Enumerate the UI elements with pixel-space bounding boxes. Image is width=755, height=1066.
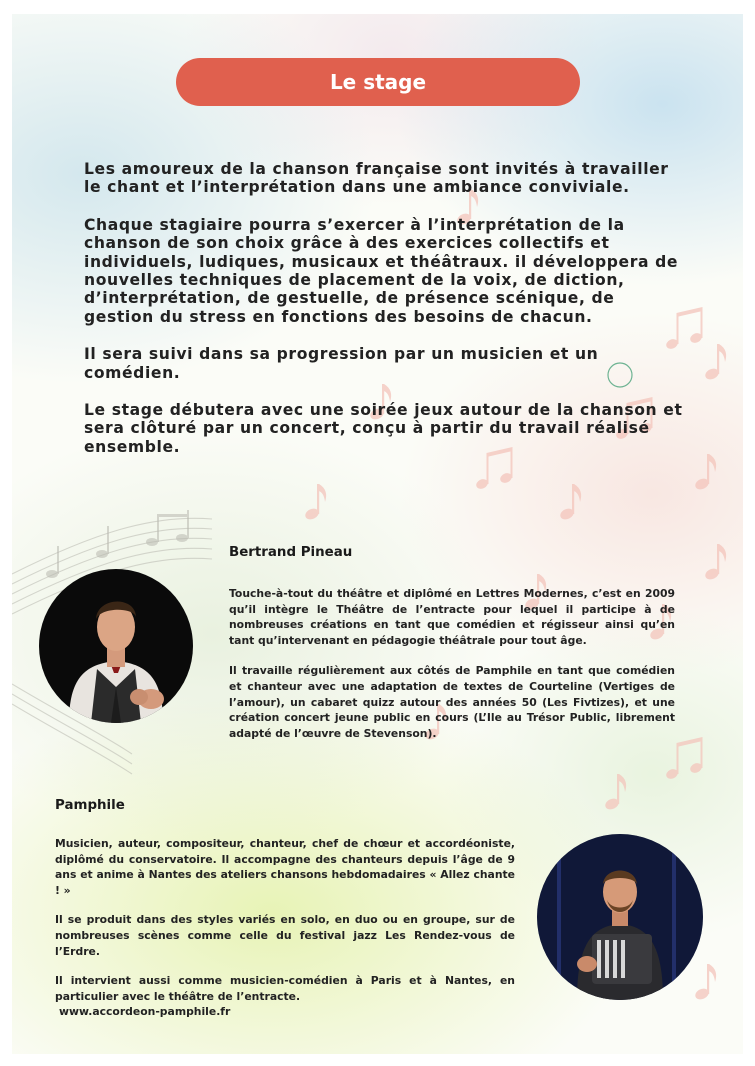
section-title-pill <box>176 58 580 106</box>
pamphile-portrait <box>537 834 703 1000</box>
intro-paragraph: Les amoureux de la chanson française sont invités à travailler le chant et l’interprétation dans une ambiance conviviale. <box>84 160 669 197</box>
section-title: Le stage <box>329 70 427 94</box>
bertrand-portrait <box>39 569 193 723</box>
bio-paragraph: Il travaille régulièrement aux côtés de Pamphile en tant que comédien et chanteur avec une adaptation de textes de Courteline (Vertiges de l’amour), un cabaret quizz autour des années 50 (Les Fivtizes), et une création concert jeune public en cours (L’Ile au Trésor Public, librement adapté de l’œuvre de Stevenson). <box>229 664 675 740</box>
website-link[interactable]: www.accordeon-pamphile.fr <box>59 1005 231 1019</box>
intro-paragraph: Le stage débutera avec une soirée jeux autour de la chanson et sera clôturé par un concert, conçu à partir du travail réalisé ensemble. <box>84 401 683 456</box>
pamphile-bio <box>55 836 515 1020</box>
pamphile-name: Pamphile <box>55 798 125 813</box>
bio-paragraph: Musicien, auteur, compositeur, chanteur, chef de chœur et accordéoniste, diplômé du conservatoire. Il accompagne des chanteurs depuis l’âge de 9 ans et anime à Nantes des ateliers chansons hebdomadaires « Allez chante ! » <box>55 837 515 897</box>
bertrand-name: Bertrand Pineau <box>229 545 353 560</box>
bertrand-bio <box>229 586 675 756</box>
intro-text <box>84 160 684 475</box>
bio-paragraph: Touche-à-tout du théâtre et diplômé en Lettres Modernes, c’est en 2009 qu’il intègre le Théâtre de l’entracte pour lequel il participe à de nombreuses créations en tant que comédien et régisseur ainsi qu’en tant qu’intervenant en pédagogie théâtrale pour tout âge. <box>229 587 675 647</box>
closing-text: Il intervient aussi comme musicien-comédien à Paris et à Nantes, en particulier avec le théâtre de l’entracte. <box>55 974 515 1003</box>
bio-paragraph <box>55 973 515 1020</box>
bio-paragraph: Il se produit dans des styles variés en solo, en duo ou en groupe, sur de nombreuses scènes comme celle du festival jazz Les Rendez-vous de l’Erdre. <box>55 913 515 958</box>
intro-paragraph: Chaque stagiaire pourra s’exercer à l’interprétation de la chanson de son choix grâce à des exercices collectifs et individuels, ludiques, musicaux et théâtraux. il développera de nouvelles techniques de placement de la voix, de diction, d’interprétation, de gestuelle, de présence scénique, de gestion du stress en fonctions des besoins de chacun. <box>84 215 679 326</box>
intro-paragraph: Il sera suivi dans sa progression par un musicien et un comédien. <box>84 345 599 382</box>
poster-page <box>12 14 743 1054</box>
